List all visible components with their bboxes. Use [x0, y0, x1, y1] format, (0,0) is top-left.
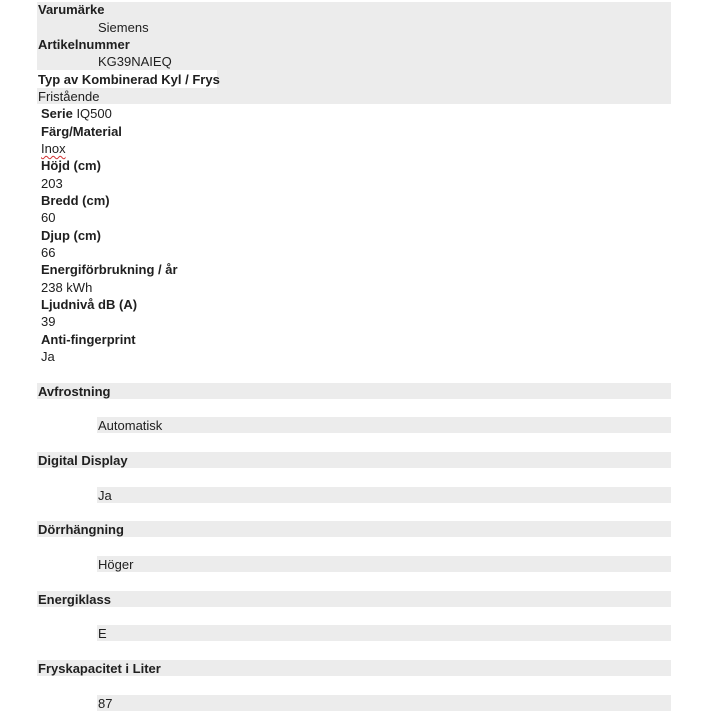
varumarke-label: Varumärke — [38, 2, 105, 17]
section-label-display: Digital Display — [38, 453, 128, 468]
section-value-fryskapacitet: 87 — [98, 696, 113, 711]
varumarke-value: Siemens — [98, 20, 149, 35]
section-value-bar-dorrhangning — [97, 556, 671, 572]
spec-label-energi: Energiförbrukning / år — [41, 262, 178, 277]
section-label-dorrhangning: Dörrhängning — [38, 522, 124, 537]
spec-label-djup: Djup (cm) — [41, 228, 101, 243]
section-bar-dorrhangning — [37, 521, 671, 537]
section-value-bar-avfrostning — [97, 417, 671, 433]
spec-label-farg: Färg/Material — [41, 124, 122, 139]
serie-label: Serie — [41, 106, 73, 121]
spec-value-hojd: 203 — [41, 176, 63, 191]
section-bar-avfrostning — [37, 383, 671, 399]
serie-row — [41, 105, 112, 122]
spec-value-ljud: 39 — [41, 314, 56, 329]
section-label-fryskapacitet: Fryskapacitet i Liter — [38, 661, 161, 676]
spec-value-energi: 238 kWh — [41, 280, 93, 295]
spec-value-djup: 66 — [41, 245, 56, 260]
spec-label-hojd: Höjd (cm) — [41, 158, 101, 173]
artikelnummer-label: Artikelnummer — [38, 37, 130, 52]
section-value-avfrostning: Automatisk — [98, 418, 163, 433]
section-value-bar-energiklass — [97, 625, 671, 641]
serie-value: IQ500 — [76, 106, 112, 121]
section-label-energiklass: Energiklass — [38, 592, 111, 607]
typ-label: Typ av Kombinerad Kyl / Frys — [38, 72, 220, 87]
section-bar-energiklass — [37, 591, 671, 607]
spec-value-farg: Inox — [41, 141, 66, 156]
section-value-energiklass: E — [98, 626, 107, 641]
spec-value-bredd: 60 — [41, 210, 56, 225]
section-value-dorrhangning: Höger — [98, 557, 134, 572]
artikelnummer-value: KG39NAIEQ — [98, 54, 172, 69]
spec-label-ljud: Ljudnivå dB (A) — [41, 297, 138, 312]
section-value-bar-display — [97, 487, 671, 503]
section-bar-display — [37, 452, 671, 468]
section-label-avfrostning: Avfrostning — [38, 384, 111, 399]
spec-label-antifingerprint: Anti-fingerprint — [41, 332, 136, 347]
section-value-display: Ja — [98, 488, 112, 503]
spec-label-bredd: Bredd (cm) — [41, 193, 110, 208]
typ-value: Fristående — [38, 89, 100, 104]
spec-value-antifingerprint: Ja — [41, 349, 55, 364]
section-value-bar-fryskapacitet — [97, 695, 671, 711]
